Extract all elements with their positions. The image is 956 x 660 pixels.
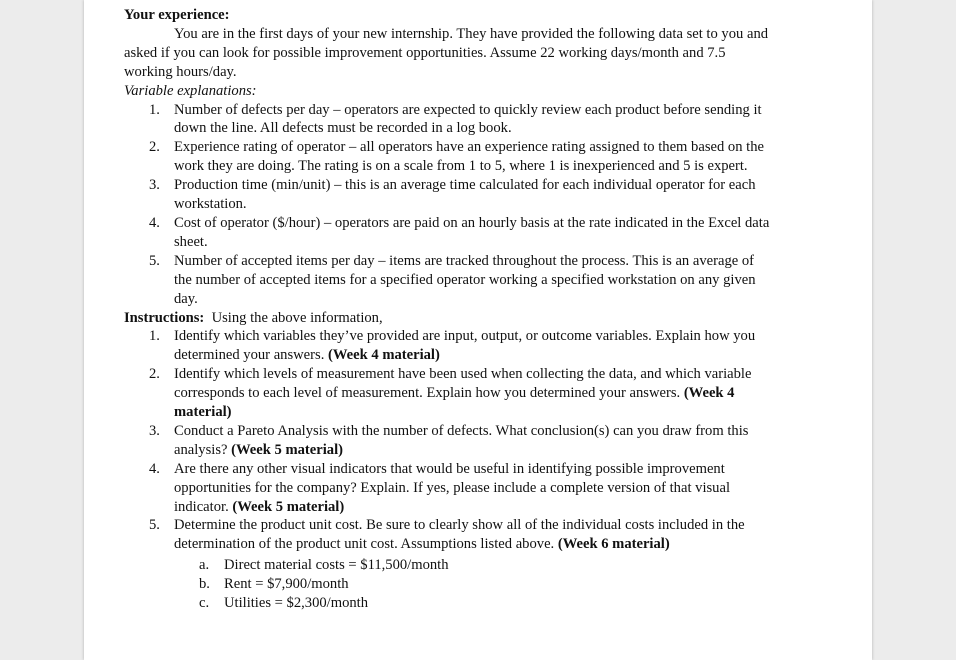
- list-number: 1.: [149, 328, 160, 345]
- list-item: [124, 252, 774, 309]
- variables-list: [124, 101, 774, 309]
- instructions-line: [124, 309, 774, 328]
- list-letter: b.: [199, 576, 210, 593]
- list-letter: c.: [199, 595, 210, 612]
- list-text: Conduct a Pareto Analysis with the number of defects. What conclusion(s) can you draw from this analysis?: [174, 422, 749, 458]
- list-item: [124, 460, 774, 517]
- week-label: (Week 4 material): [174, 385, 735, 421]
- list-number: 1.: [149, 101, 160, 118]
- list-text: Cost of operator ($/hour) – operators are paid on an hourly basis at the rate indicated in the Excel data sheet.: [174, 214, 770, 250]
- experience-paragraph: You are in the first days of your new internship. They have provided the following data set to you and asked if you can look for possible improvement opportunities. Assume 22 working days/month and 7.5 working hours/day.: [124, 25, 769, 80]
- week-label: (Week 5 material): [232, 498, 345, 515]
- list-item: [124, 101, 774, 139]
- list-number: 5.: [149, 517, 160, 534]
- week-label: (Week 6 material): [557, 536, 670, 553]
- list-item: [124, 594, 774, 613]
- list-text: Utilities = $2,300/month: [224, 595, 369, 612]
- list-number: 3.: [149, 177, 160, 194]
- list-item: [124, 365, 774, 422]
- week-label: (Week 5 material): [231, 441, 344, 458]
- list-number: 2.: [149, 139, 160, 156]
- list-item: [124, 327, 774, 365]
- document-body: [124, 6, 774, 613]
- list-item: [124, 138, 774, 176]
- document-page: [84, 0, 872, 660]
- experience-heading: Your experience:: [124, 7, 230, 23]
- variables-heading: Variable explanations:: [124, 82, 257, 99]
- list-number: 5.: [149, 252, 160, 269]
- list-text: Number of defects per day – operators are expected to quickly review each product before sending it down the line. All defects must be recorded in a log book.: [174, 101, 762, 137]
- instructions-intro: Using the above information,: [204, 309, 383, 326]
- list-number: 3.: [149, 422, 160, 439]
- cost-sublist: [124, 556, 774, 613]
- list-number: 2.: [149, 366, 160, 383]
- list-item: [124, 176, 774, 214]
- instructions-list: [124, 327, 774, 613]
- list-text: Production time (min/unit) – this is an average time calculated for each individual operator for each workstation.: [174, 177, 756, 213]
- list-letter: a.: [199, 557, 210, 574]
- list-number: 4.: [149, 214, 160, 231]
- list-text: Experience rating of operator – all operators have an experience rating assigned to them based on the work they are doing. The rating is on a scale from 1 to 5, where 1 is inexperienced and 5 is expert.: [174, 139, 764, 175]
- list-text: Number of accepted items per day – items are tracked throughout the process. This is an average of the number of accepted items for a specified operator working a specified workstation on any given day.: [174, 252, 756, 307]
- list-item: [124, 516, 774, 613]
- list-text: Are there any other visual indicators that would be useful in identifying possible improvement opportunities for the company? Explain. If yes, please include a complete version of that visual indicator.: [174, 460, 731, 515]
- list-text: Determine the product unit cost. Be sure to clearly show all of the individual costs included in the determination of the product unit cost. Assumptions listed above.: [174, 517, 745, 553]
- list-number: 4.: [149, 460, 160, 477]
- list-text: Direct material costs = $11,500/month: [224, 557, 449, 574]
- list-text: Identify which levels of measurement have been used when collecting the data, and which variable corresponds to each level of measurement. Explain how you determined your answers.: [174, 366, 752, 402]
- list-item: [124, 422, 774, 460]
- instructions-heading: Instructions:: [124, 309, 205, 326]
- list-item: [124, 214, 774, 252]
- list-text: Identify which variables they’ve provided are input, output, or outcome variables. Explain how you determined your answers.: [174, 328, 756, 364]
- list-item: [124, 556, 774, 575]
- list-item: [124, 575, 774, 594]
- week-label: (Week 4 material): [328, 347, 440, 364]
- list-text: Rent = $7,900/month: [224, 576, 349, 593]
